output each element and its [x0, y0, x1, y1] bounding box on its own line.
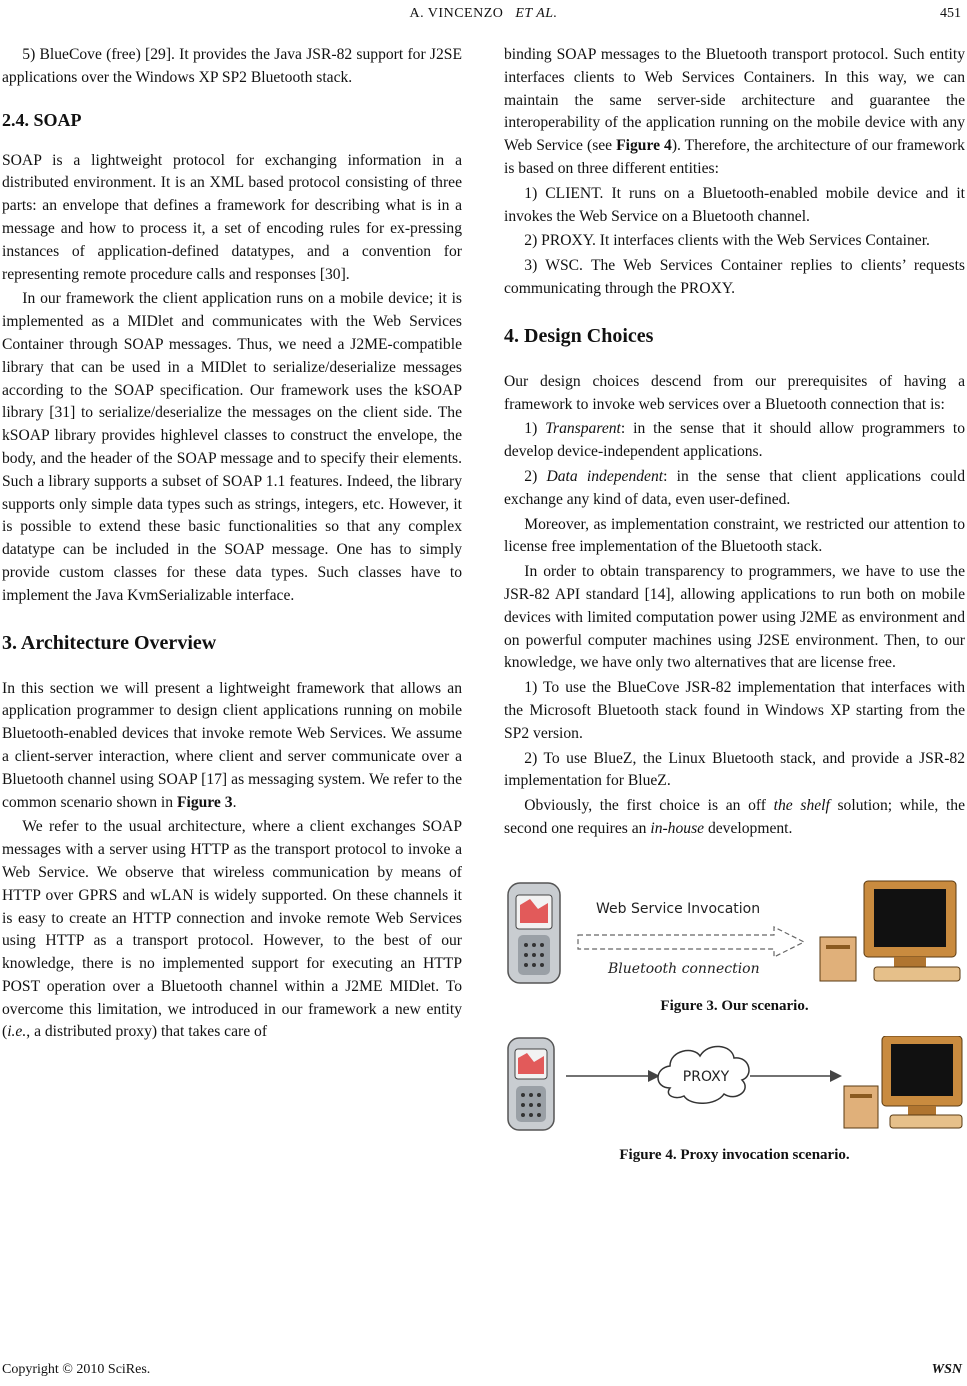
- paragraph: In order to obtain transparency to programmers, we have to use the JSR-82 API standard [14], allowing applications to run both on mobile devices with limited computation power using J2ME as environment and on powerful computer machines using J2SE environment. Then, to our knowledge, we have only two alternatives that are license free.: [504, 563, 965, 672]
- text-run: binding SOAP messages to the Bluetooth transport protocol. Such entity interfaces clients to Web Services Containers. In this way, we can maintain the same server-side architecture and guarantee the interoperability of the application running on the mobile device with any Web Service (see: [504, 46, 965, 155]
- text-run: Obviously, the first choice is an off: [524, 797, 774, 815]
- figure-4-illustration: [504, 1036, 965, 1136]
- text-run: 1): [524, 420, 546, 438]
- running-head: [0, 6, 967, 22]
- figure-4-caption: Figure 4. Proxy invocation scenario.: [619, 1146, 850, 1163]
- text-run: ). Therefore, the architecture of our framework is based on three different entities:: [504, 137, 965, 177]
- paragraph: 2) PROXY. It interfaces clients with the Web Services Container.: [524, 232, 930, 250]
- text-run: solution; while, the second one requires an: [504, 797, 965, 837]
- fig4-proxy-label: PROXY: [682, 1068, 730, 1085]
- text-run: development.: [704, 819, 793, 837]
- paragraph: 2) To use BlueZ, the Linux Bluetooth stack, and provide a JSR-82 implementation for BlueZ.: [504, 749, 965, 790]
- arrow-icon: [578, 927, 804, 957]
- paragraph: [2, 678, 462, 815]
- text-run-italic: in-house: [650, 819, 705, 837]
- text-run-italic: Data independent: [546, 467, 664, 485]
- journal-name: WSN: [931, 1362, 962, 1377]
- paragraph: In our framework the client application runs on a mobile device; it is implemented as a MIDlet and communicates with the Web Services Container through SOAP messages. Thus, we need a J2ME-compatible library that can be used in a MIDlet to serialize/deserialize messages according to the SOAP specification. Our framework uses the kSOAP library [31] to serialize/deserialize the messages on the client side. The kSOAP library provides highlevel classes to construct the envelope, the body, and the header of the SOAP message and to specify their elements. Such a library supports a subset of SOAP 1.1 features. Indeed, the library supports only simple data types such as strings, integers, etc. However, it is possible to extend these basic functionalities so that any complex datatype can be included in the SOAP message. One has to simply provide custom classes for these data types. Such classes have to implement the Java KvmSerializable interface.: [2, 290, 462, 604]
- figure-3-illustration: [504, 875, 965, 987]
- text-run: .: [232, 793, 237, 811]
- mobile-phone-icon: [508, 883, 560, 983]
- text-run-italic: Transparent: [545, 420, 621, 438]
- text-run-italic: the shelf: [773, 797, 830, 815]
- text-run: We refer to the usual architecture, where a client exchanges SOAP messages with a server using HTTP as the transport protocol to invoke a Web Service. We observe that wireless communication by means of HTTP over GPRS and wLAN is widely supported. On these channels it is easy to create an HTTP connection and invoke remote Web Services using HTTP as a transport protocol. However, to the best of our knowledge, there is no implemented support for executing an HTTP POST operation over a Bluetooth channel within a J2ME MIDlet. To overcome this limitation, we introduced in our framework a new entity (: [2, 818, 462, 1041]
- page-number: 451: [940, 6, 961, 21]
- figure-3-caption: Figure 3. Our scenario.: [660, 997, 809, 1014]
- running-head-authors: A. VINCENZO: [409, 6, 504, 21]
- text-run: : in the sense that it should allow programmers to develop device-independent applications.: [504, 420, 965, 461]
- right-column: [504, 44, 965, 1178]
- paragraph: SOAP is a lightweight protocol for exchanging information in a distributed environment. It is an XML based protocol consisting of three parts: an envelope that defines a framework for describing what is in a message and how to process it, a set of encoding rules for ex-pressing instances of application-defined datatypes, and a convention for representing remote procedure calls and responses [30].: [2, 151, 462, 283]
- running-head-etal: ET AL.: [515, 6, 558, 21]
- paragraph: 1) To use the BlueCove JSR-82 implementation that interfaces with the Microsoft Bluetooth stack found in Windows XP starting from the SP2 version.: [504, 679, 965, 742]
- paragraph: 3) WSC. The Web Services Container replies to clients’ requests communicating through the PROXY.: [504, 257, 965, 297]
- copyright-notice: Copyright © 2010 SciRes.: [2, 1362, 151, 1377]
- paragraph: 1) CLIENT. It runs on a Bluetooth-enabled mobile device and it invokes the Web Service on a Bluetooth channel.: [504, 184, 965, 225]
- page-header: [0, 6, 967, 26]
- paragraph: [504, 795, 965, 841]
- paragraph: [2, 816, 462, 1044]
- mobile-phone-icon: [508, 1038, 554, 1130]
- paragraph: [504, 44, 965, 181]
- paragraph: [504, 418, 965, 464]
- paragraph: Our design choices descend from our prerequisites of having a framework to invoke web services over a Bluetooth connection that is:: [504, 372, 965, 413]
- fig3-label-top: Web Service Invocation: [596, 900, 761, 917]
- section-heading-architecture: 3. Architecture Overview: [2, 631, 217, 654]
- figure-3: [504, 875, 965, 987]
- section-heading-soap: 2.4. SOAP: [2, 109, 82, 130]
- paragraph: [504, 466, 965, 512]
- desktop-computer-icon: [820, 881, 960, 981]
- left-column: [2, 44, 462, 1046]
- desktop-computer-icon: [844, 1036, 962, 1128]
- figure-ref: Figure 4: [616, 137, 672, 155]
- paragraph: Moreover, as implementation constraint, we restricted our attention to license free implementation of the Bluetooth stack.: [504, 515, 965, 556]
- section-heading-design: 4. Design Choices: [504, 324, 654, 347]
- text-run: , a distributed proxy) that takes care of: [26, 1023, 268, 1041]
- text-run-italic: i.e.: [7, 1023, 27, 1041]
- text-run: In this section we will present a lightweight framework that allows an application programmer to design client applications running on mobile Bluetooth-enabled devices that invoke remote Web Services. We assume a client-server interaction, where client and server communicate over a Bluetooth channel using SOAP [17] as messaging system. We refer to the common scenario shown in: [2, 679, 462, 811]
- text-run: : in the sense that client applications could exchange any kind of data, even user-defined.: [504, 467, 965, 508]
- figure-ref: Figure 3: [176, 793, 233, 811]
- fig3-label-bottom: Bluetooth connection: [608, 960, 760, 977]
- text-run: 2): [524, 467, 547, 485]
- figure-4: [504, 1036, 965, 1136]
- paragraph: 5) BlueCove (free) [29]. It provides the Java JSR-82 support for J2SE applications over the Windows XP SP2 Bluetooth stack.: [2, 46, 462, 86]
